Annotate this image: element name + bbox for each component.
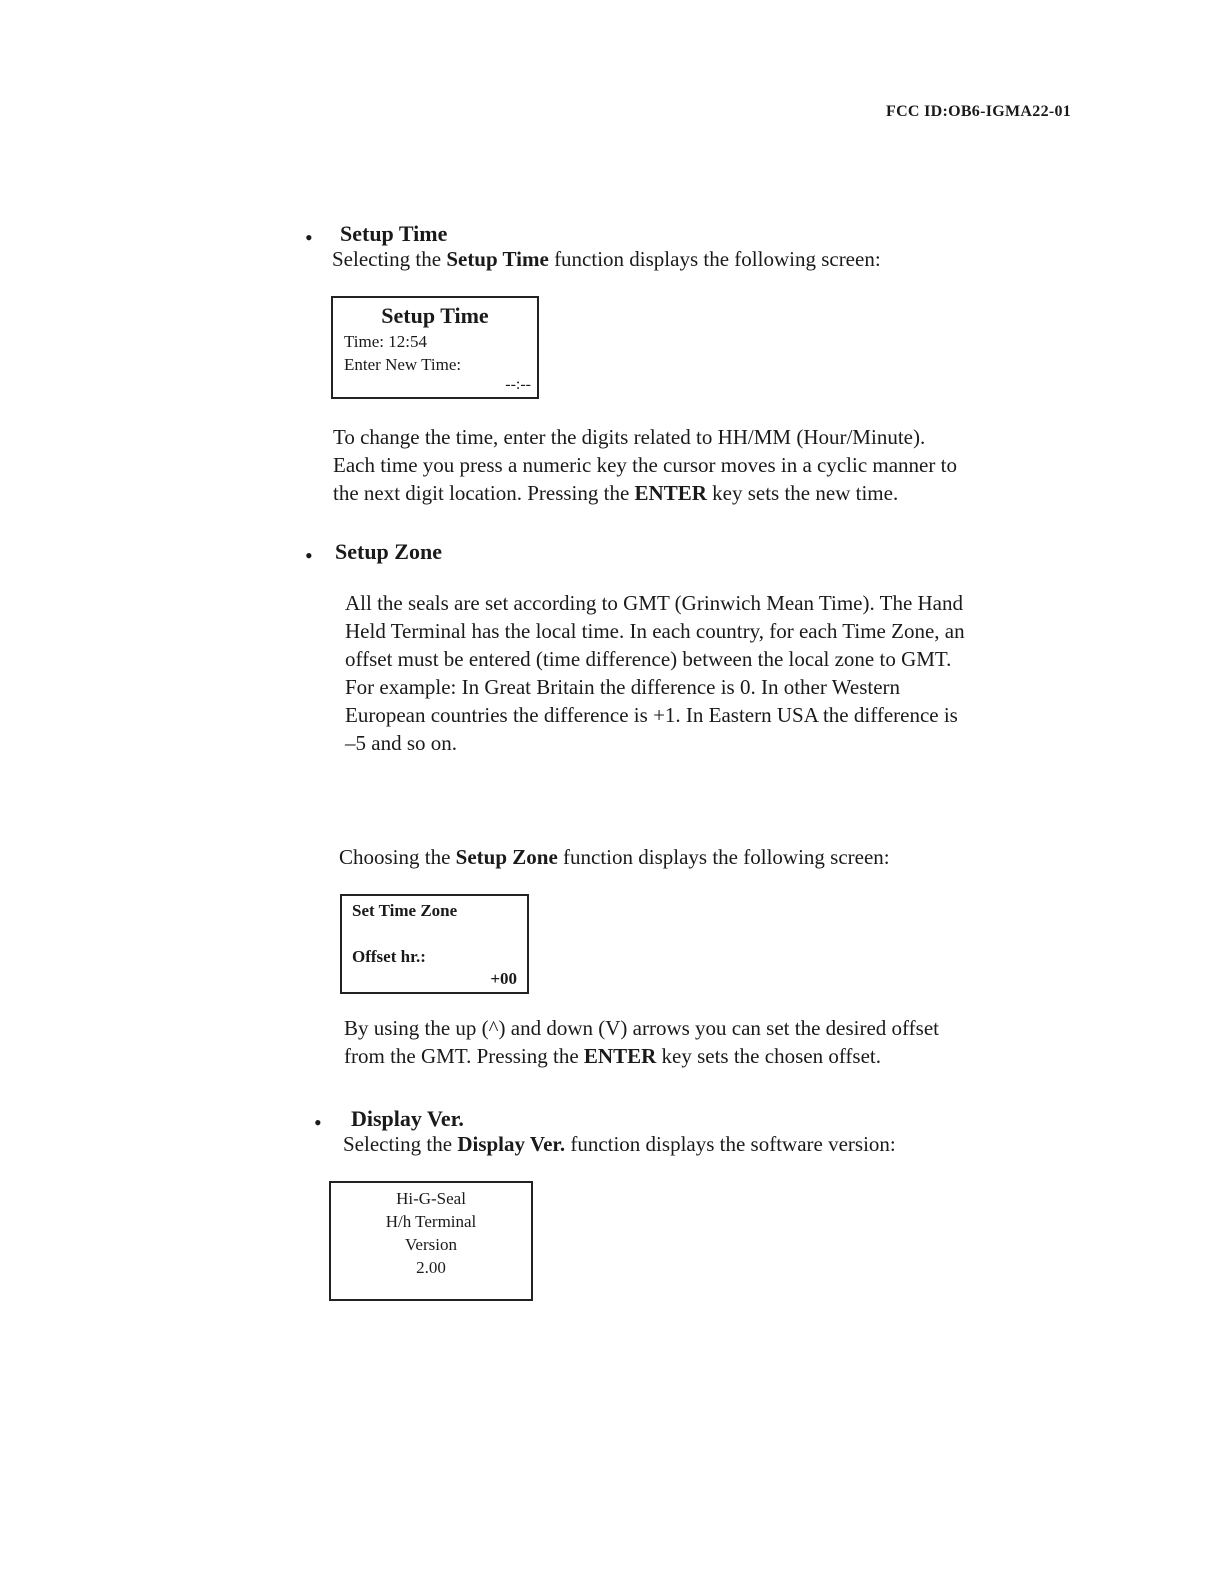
intro-text: function displays the following screen: <box>548 247 881 271</box>
display-ver-screen <box>329 1181 533 1301</box>
bullet-setup-zone: • <box>305 543 313 568</box>
setup-time-heading: Setup Time <box>340 221 448 246</box>
desc-line: By using the up (^) and down (V) arrows you can set the desired offset <box>344 1016 939 1040</box>
intro-text: Selecting the <box>332 247 447 271</box>
para-line: For example: In Great Britain the difference is 0. In other Western <box>345 675 901 699</box>
para-line: All the seals are set according to GMT (Grinwich Mean Time). The Hand <box>345 591 964 615</box>
screen-title: Set Time Zone <box>352 901 458 920</box>
screen-line-version-label: Version <box>405 1235 457 1254</box>
desc-text: key sets the chosen offset. <box>656 1044 882 1068</box>
desc-line <box>344 1042 939 1070</box>
para-line: –5 and so on. <box>345 731 457 755</box>
setup-zone-desc <box>344 1014 939 1070</box>
setup-zone-heading: Setup Zone <box>335 539 442 564</box>
fcc-id: FCC ID:OB6-IGMA22-01 <box>886 103 1072 120</box>
intro-text: function displays the software version: <box>565 1132 896 1156</box>
para-line: European countries the difference is +1. In Eastern USA the difference is <box>345 703 958 727</box>
screen-time-line: Time: 12:54 <box>344 332 427 351</box>
setup-zone-intro <box>339 843 890 871</box>
screen-offset-label: Offset hr.: <box>352 947 426 966</box>
intro-text: Selecting the <box>343 1132 458 1156</box>
desc-bold: ENTER <box>583 1044 657 1068</box>
screen-line-terminal: H/h Terminal <box>385 1212 477 1231</box>
desc-text: key sets the new time. <box>706 481 899 505</box>
intro-bold: Setup Zone <box>455 845 558 869</box>
screen-enter-line: Enter New Time: <box>344 355 462 374</box>
bullet-setup-time: • <box>305 225 313 250</box>
desc-text: from the GMT. Pressing the <box>344 1044 584 1068</box>
screen-line-version-number: 2.00 <box>416 1258 446 1277</box>
para-line: offset must be entered (time difference) between the local zone to GMT. <box>345 647 952 671</box>
screen-line-product: Hi-G-Seal <box>396 1189 466 1208</box>
setup-time-screen <box>331 296 539 399</box>
bullet-display-ver: • <box>314 1110 322 1135</box>
desc-bold: ENTER <box>634 481 707 505</box>
intro-text: Choosing the <box>339 845 456 869</box>
display-ver-heading: Display Ver. <box>351 1106 464 1131</box>
intro-text: function displays the following screen: <box>557 845 890 869</box>
para-line: Held Terminal has the local time. In each country, for each Time Zone, an <box>345 619 965 643</box>
desc-line: To change the time, enter the digits related to HH/MM (Hour/Minute). <box>333 425 926 449</box>
setup-zone-para <box>345 589 965 757</box>
desc-text: the next digit location. Pressing the <box>333 481 635 505</box>
display-ver-intro <box>343 1130 896 1158</box>
setup-zone-screen <box>340 894 529 994</box>
screen-version-block <box>331 1187 531 1279</box>
screen-time-value: --:-- <box>505 376 531 393</box>
intro-bold: Setup Time <box>446 247 549 271</box>
setup-time-intro <box>332 245 881 273</box>
intro-bold: Display Ver. <box>457 1132 566 1156</box>
desc-line: Each time you press a numeric key the cursor moves in a cyclic manner to <box>333 453 957 477</box>
screen-offset-value: +00 <box>490 969 517 988</box>
screen-title: Setup Time <box>381 303 489 328</box>
setup-time-desc <box>333 423 957 507</box>
desc-line <box>333 479 957 507</box>
